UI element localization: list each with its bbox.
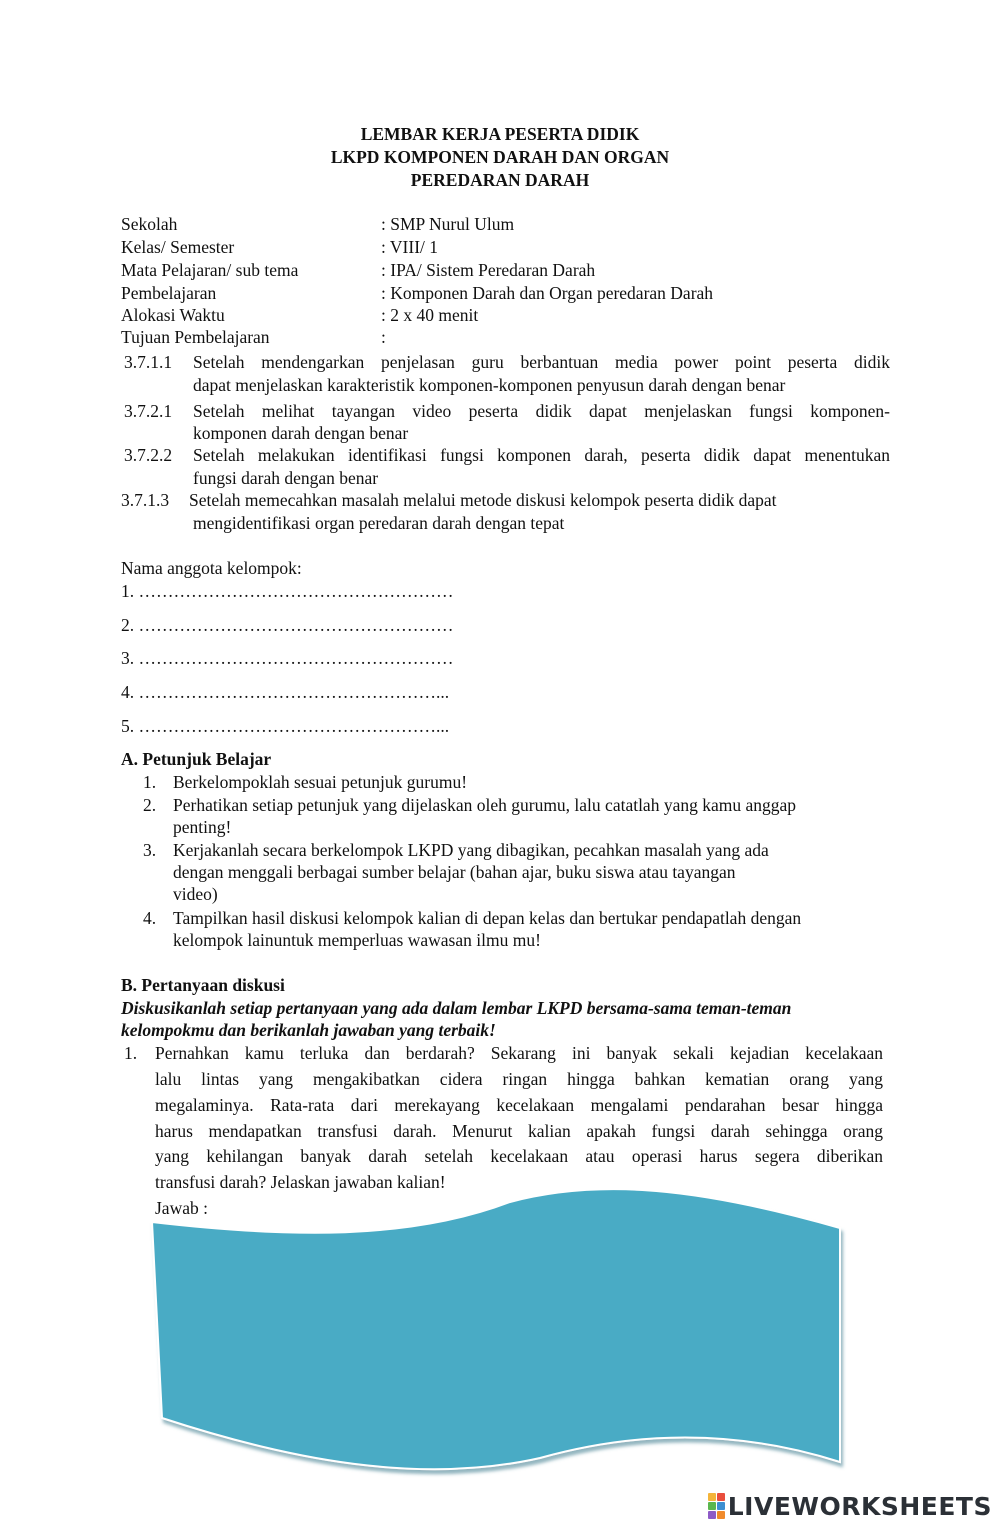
identity-value-class: : VIII/ 1 — [381, 237, 439, 257]
question-line: harus mendapatkan transfusi darah. Menurut kalian apakah fungsi darah sehingga orang — [155, 1121, 883, 1141]
identity-label-class: Kelas/ Semester — [121, 237, 235, 257]
member-line[interactable]: 3. ……………………………………………… — [121, 648, 454, 668]
identity-value-time: : 2 x 40 menit — [381, 305, 479, 325]
instruction-line: dengan menggali berbagai sumber belajar (bahan ajar, buku siswa atau tayangan — [173, 862, 736, 882]
question-line: lalu lintas yang mengakibatkan cidera ringan hingga bahkan kematian orang yang — [155, 1069, 883, 1089]
discussion-instruction: kelompokmu dan berikanlah jawaban yang terbaik! — [121, 1020, 496, 1040]
member-line[interactable]: 2. ……………………………………………… — [121, 615, 454, 635]
title-line-2: LKPD KOMPONEN DARAH DAN ORGAN — [330, 147, 670, 167]
objective-line: komponen darah dengan benar — [193, 423, 409, 443]
liveworksheets-mark-icon — [708, 1493, 725, 1519]
identity-value-lesson: : Komponen Darah dan Organ peredaran Darah — [381, 283, 714, 303]
objective-line: mengidentifikasi organ peredaran darah dengan tepat — [193, 513, 565, 533]
objective-line: dapat menjelaskan karakteristik komponen-komponen penyusun darah dengan benar — [193, 375, 786, 395]
objective-number: 3.7.1.1 — [124, 352, 173, 372]
identity-label-lesson: Pembelajaran — [121, 283, 217, 303]
member-line[interactable]: 1. ……………………………………………… — [121, 581, 454, 601]
objective-line: Setelah melihat tayangan video peserta didik dapat menjelaskan fungsi komponen- — [193, 401, 890, 421]
question-line: megalaminya. Rata-rata dari merekayang kecelakaan mengalami pendarahan besar hingga — [155, 1095, 883, 1115]
answer-box[interactable] — [140, 1180, 900, 1480]
liveworksheets-wordmark: LIVEWORKSHEETS — [727, 1491, 992, 1521]
identity-label-time: Alokasi Waktu — [121, 305, 225, 325]
question-line: transfusi darah? Jelaskan jawaban kalian! — [155, 1172, 446, 1192]
answer-label: Jawab : — [155, 1198, 208, 1218]
objective-line: fungsi darah dengan benar — [193, 468, 379, 488]
instruction-line: penting! — [173, 817, 232, 837]
liveworksheets-logo — [708, 1491, 992, 1521]
instruction-number: 4. — [143, 908, 157, 928]
identity-label-goal: Tujuan Pembelajaran — [121, 327, 270, 347]
section-b-heading: B. Pertanyaan diskusi — [121, 975, 285, 995]
objective-number: 3.7.2.1 — [124, 401, 173, 421]
instruction-number: 3. — [143, 840, 157, 860]
instruction-number: 1. — [143, 772, 157, 792]
objective-line: Setelah mendengarkan penjelasan guru berbantuan media power point peserta didik — [193, 352, 890, 372]
member-line[interactable]: 4. ……………………………………………... — [121, 682, 450, 702]
title-line-3: PEREDARAN DARAH — [410, 170, 590, 190]
question-line: Pernahkan kamu terluka dan berdarah? Sekarang ini banyak sekali kejadian kecelakaan — [155, 1043, 883, 1063]
identity-label-subject: Mata Pelajaran/ sub tema — [121, 260, 299, 280]
members-label: Nama anggota kelompok: — [121, 558, 302, 578]
instruction-line: Kerjakanlah secara berkelompok LKPD yang dibagikan, pecahkan masalah yang ada — [173, 840, 769, 860]
objective-line: Setelah memecahkan masalah melalui metode diskusi kelompok peserta didik dapat — [189, 490, 777, 510]
discussion-instruction: Diskusikanlah setiap pertanyaan yang ada dalam lembar LKPD bersama-sama teman-teman — [121, 998, 792, 1018]
identity-value-school: : SMP Nurul Ulum — [381, 214, 515, 234]
objective-number: 3.7.1.3 — [121, 490, 170, 510]
identity-label-school: Sekolah — [121, 214, 178, 234]
instruction-line: Perhatikan setiap petunjuk yang dijelaskan oleh gurumu, lalu catatlah yang kamu anggap — [173, 795, 797, 815]
section-a-heading: A. Petunjuk Belajar — [121, 749, 272, 769]
instruction-number: 2. — [143, 795, 157, 815]
objective-line: Setelah melakukan identifikasi fungsi komponen darah, peserta didik dapat menentukan — [193, 445, 890, 465]
objective-number: 3.7.2.2 — [124, 445, 173, 465]
instruction-line: kelompok lainuntuk memperluas wawasan ilmu mu! — [173, 930, 541, 950]
identity-value-subject: : IPA/ Sistem Peredaran Darah — [381, 260, 596, 280]
question-number: 1. — [124, 1043, 138, 1063]
question-line: yang kehilangan banyak darah setelah kecelakaan atau operasi harus segera diberikan — [155, 1146, 883, 1166]
instruction-line: Berkelompoklah sesuai petunjuk gurumu! — [173, 772, 468, 792]
instruction-line: Tampilkan hasil diskusi kelompok kalian di depan kelas dan bertukar pendapatlah dengan — [173, 908, 802, 928]
instruction-line: video) — [173, 884, 218, 904]
title-line-1: LEMBAR KERJA PESERTA DIDIK — [360, 124, 640, 144]
identity-value-goal: : — [381, 327, 386, 347]
member-line[interactable]: 5. ……………………………………………... — [121, 716, 450, 736]
